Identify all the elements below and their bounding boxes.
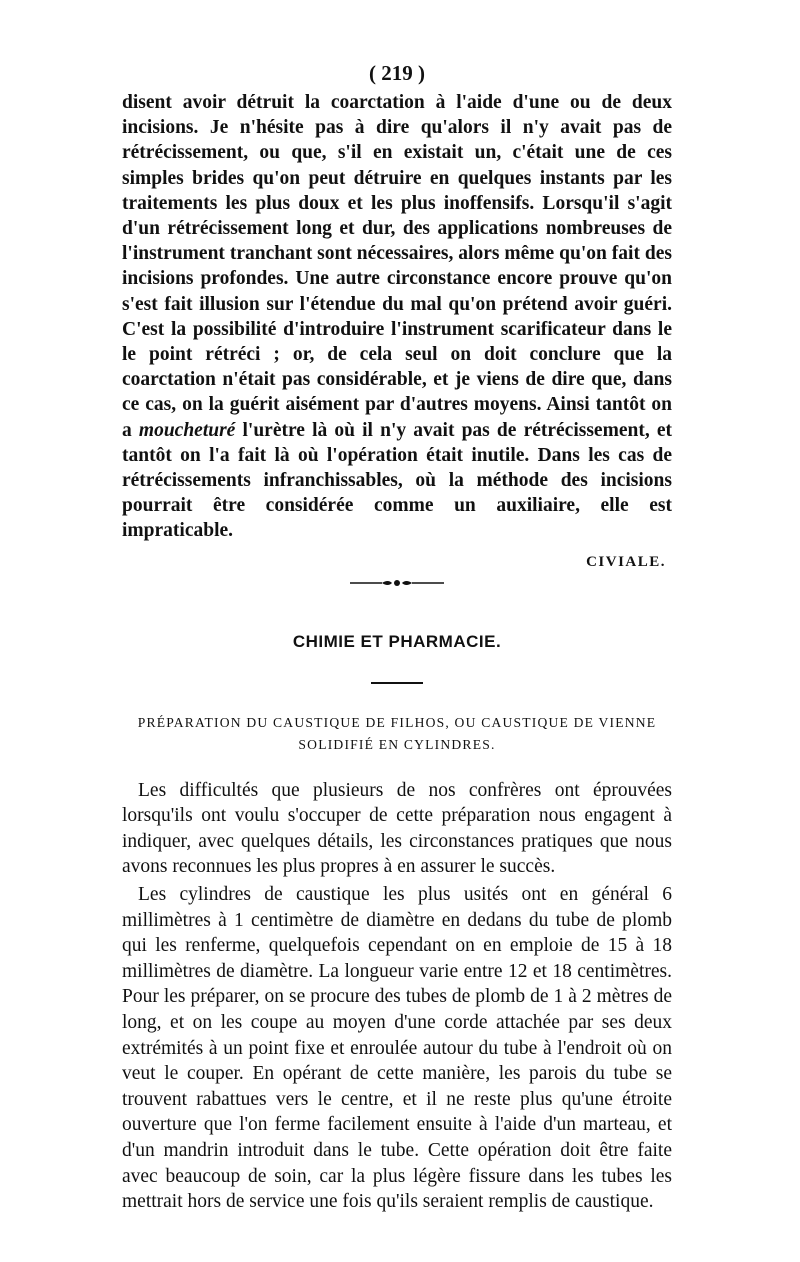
paragraph-text-part1: disent avoir détruit la coarctation à l'aide d'une ou de deux incisions. Je n'hésite pas à dire qu'alors il n'y avait pas de rétrécissement, ou que, s'il en existait un, c'était une de ces simples brides qu'on peut détruire en quelques instants par les traitements les plus doux et les plus inoffensifs. Lorsqu'il s'agit d'un rétrécissement long et dur, des applications nombreuses de l'instrument tranchant sont nécessaires, alors même qu'on fait des incisions profondes. Une autre circonstance encore prouve qu'on s'est fait illusion sur l'étendue du mal qu'on prétend avoir guéri. C'est la possibilité d'introduire l'instrument scarificateur dans le le point rétréci ; or, de cela seul on doit conclure que la coarctation n'était pas considérable, et je viens de dire que, dans ce cas, on la guérit aisément par d'autres moyens. Ainsi tantôt on a — [122, 92, 672, 441]
body-paragraph-1: Les difficultés que plusieurs de nos confrères ont éprouvées lorsqu'ils ont voulu s'occuper de cette préparation nous engagent à indiquer, avec quelques détails, les circonstances pratiques que nous avons reconnues les plus propres à en assurer le succès. — [122, 779, 672, 878]
paragraph-text-part2: l'urètre là où il n'y avait pas de rétrécissement, et tantôt on l'a fait là où l'opération était inutile. Dans les cas de rétrécissements infranchissables, où la méthode des incisions pourrait être considérée comme un auxiliaire, elle est impraticable. — [122, 419, 672, 542]
body-paragraph-2: Les cylindres de caustique les plus usités ont en général 6 millimètres à 1 centimètre de diamètre en dedans du tube de plomb qui les renferme, quelquefois cependant on en emploie de 15 à 18 millimètres de diamètre. La longueur varie entre 12 et 18 centimètres. Pour les préparer, on se procure des tubes de plomb de 1 à 2 mètres de long, et on les coupe au moyen d'une corde attachée par ses deux extrémités à un point fixe et enroulée autour du tube à l'endroit où on veut le couper. En opérant de cette manière, les parois du tube se trouvent rabattues vers le centre, et il ne reste plus qu'une étroite ouverture que l'on ferme facilement ensuite à l'aide d'un marteau, et d'un mandrin introduit dans le tube. Cette opération doit être faite avec beaucoup de soin, car la plus légère fissure dans les tubes les mettrait hors de service une fois qu'ils seraient remplis de caustique. — [122, 884, 672, 1213]
article-subheading: PRÉPARATION DU CAUSTIQUE DE FILHOS, OU CAUSTIQUE DE VIENNE SOLIDIFIÉ EN CYLINDRES. — [137, 714, 657, 752]
divider-ornament — [332, 576, 462, 590]
section-heading: CHIMIE ET PHARMACIE. — [292, 631, 502, 651]
emphasized-word: moucheturé — [138, 419, 236, 441]
article-paragraph — [122, 90, 672, 544]
page-number: ( 219 ) — [369, 61, 425, 85]
heading-rule — [371, 682, 423, 684]
article-body — [122, 778, 672, 1215]
author-signature: CIVIALE. — [586, 553, 666, 570]
document-page — [122, 58, 672, 1215]
